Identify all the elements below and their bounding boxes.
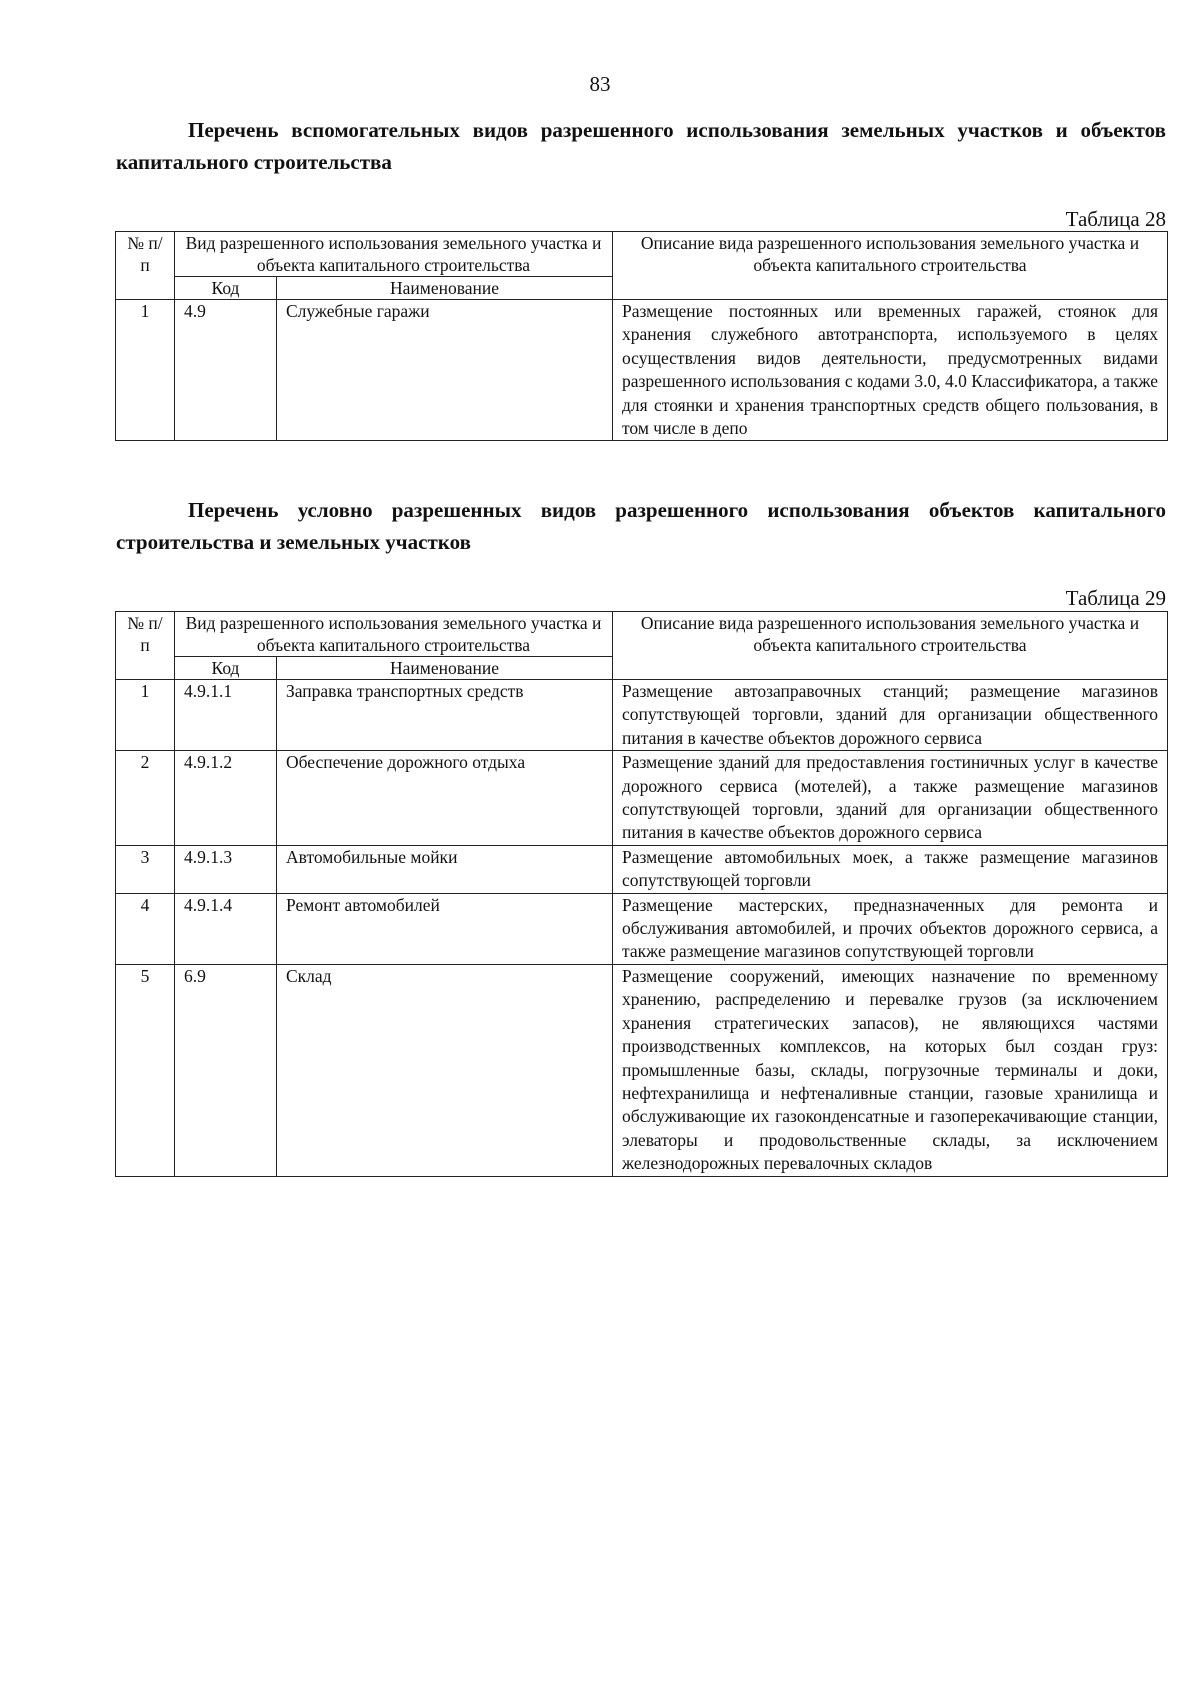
row-number: 4 xyxy=(116,893,175,964)
row-code: 4.9.1.1 xyxy=(175,680,277,751)
table-row xyxy=(116,964,1168,1176)
row-name: Склад xyxy=(277,964,613,1176)
column-header-name: Наименование xyxy=(277,657,613,680)
table-label-29: Таблица 29 xyxy=(1065,586,1166,610)
row-description: Размещение мастерских, предназначенных для ремонта и обслуживания автомобилей, и прочих объектов дорожного сервиса, а также размещение магазинов сопутствующей торговли xyxy=(613,893,1168,964)
row-number: 5 xyxy=(116,964,175,1176)
row-description: Размещение постоянных или временных гаражей, стоянок для хранения служебного автотранспорта, используемого в целях осуществления видов деятельности, предусмотренных видами разрешенного использования с кодами 3.0, 4.0 Классификатора, а также для стоянки и хранения транспортных средств общего пользования, в том числе в депо xyxy=(613,300,1168,441)
row-name: Ремонт автомобилей xyxy=(277,893,613,964)
table-row xyxy=(116,751,1168,846)
table-label-28: Таблица 28 xyxy=(1065,207,1166,231)
column-header-description: Описание вида разрешенного использования земельного участка и объекта капитального строительства xyxy=(613,232,1168,300)
row-code: 6.9 xyxy=(175,964,277,1176)
column-header-code: Код xyxy=(175,277,277,300)
table-29 xyxy=(115,611,1168,1177)
row-code: 4.9 xyxy=(175,300,277,441)
row-number: 2 xyxy=(116,751,175,846)
column-header-description: Описание вида разрешенного использования земельного участка и объекта капитального строительства xyxy=(613,612,1168,680)
table-row xyxy=(116,845,1168,893)
row-name: Обеспечение дорожного отдыха xyxy=(277,751,613,846)
table-row xyxy=(116,300,1168,441)
column-header-code: Код xyxy=(175,657,277,680)
row-name: Заправка транспортных средств xyxy=(277,680,613,751)
row-code: 4.9.1.2 xyxy=(175,751,277,846)
column-header-use-type-group: Вид разрешенного использования земельного участка и объекта капитального строительства xyxy=(175,232,613,277)
row-number: 1 xyxy=(116,300,175,441)
column-header-use-type-group: Вид разрешенного использования земельного участка и объекта капитального строительства xyxy=(175,612,613,657)
column-header-name: Наименование xyxy=(277,277,613,300)
row-name: Служебные гаражи xyxy=(277,300,613,441)
table-row xyxy=(116,893,1168,964)
column-header-number: № п/п xyxy=(116,232,175,300)
row-description: Размещение автозаправочных станций; размещение магазинов сопутствующей торговли, зданий для организации общественного питания в качестве объектов дорожного сервиса xyxy=(613,680,1168,751)
row-number: 3 xyxy=(116,845,175,893)
row-description: Размещение сооружений, имеющих назначение по временному хранению, распределению и перевалке грузов (за исключением хранения стратегических запасов), не являющихся частями производственных комплексов, на которых был создан груз: промышленные базы, склады, погрузочные терминалы и доки, нефтехранилища и нефтеналивные станции, газовые хранилища и обслуживающие их газоконденсатные и газоперекачивающие станции, элеваторы и продовольственные склады, за исключением железнодорожных перевалочных складов xyxy=(613,964,1168,1176)
page-number: 83 xyxy=(589,72,611,96)
row-description: Размещение автомобильных моек, а также размещение магазинов сопутствующей торговли xyxy=(613,845,1168,893)
table-row xyxy=(116,680,1168,751)
row-name: Автомобильные мойки xyxy=(277,845,613,893)
table-28 xyxy=(115,231,1168,441)
row-code: 4.9.1.3 xyxy=(175,845,277,893)
column-header-number: № п/п xyxy=(116,612,175,680)
section-heading-conditional-uses: Перечень условно разрешенных видов разрешенного использования объектов капитального строительства и земельных участков xyxy=(116,498,1166,554)
row-description: Размещение зданий для предоставления гостиничных услуг в качестве дорожного сервиса (мотелей), а также размещение магазинов сопутствующей торговли, зданий для организации общественного питания в качестве объектов дорожного сервиса xyxy=(613,751,1168,846)
row-number: 1 xyxy=(116,680,175,751)
section-heading-auxiliary-uses: Перечень вспомогательных видов разрешенного использования земельных участков и объектов капитального строительства xyxy=(116,118,1166,174)
row-code: 4.9.1.4 xyxy=(175,893,277,964)
